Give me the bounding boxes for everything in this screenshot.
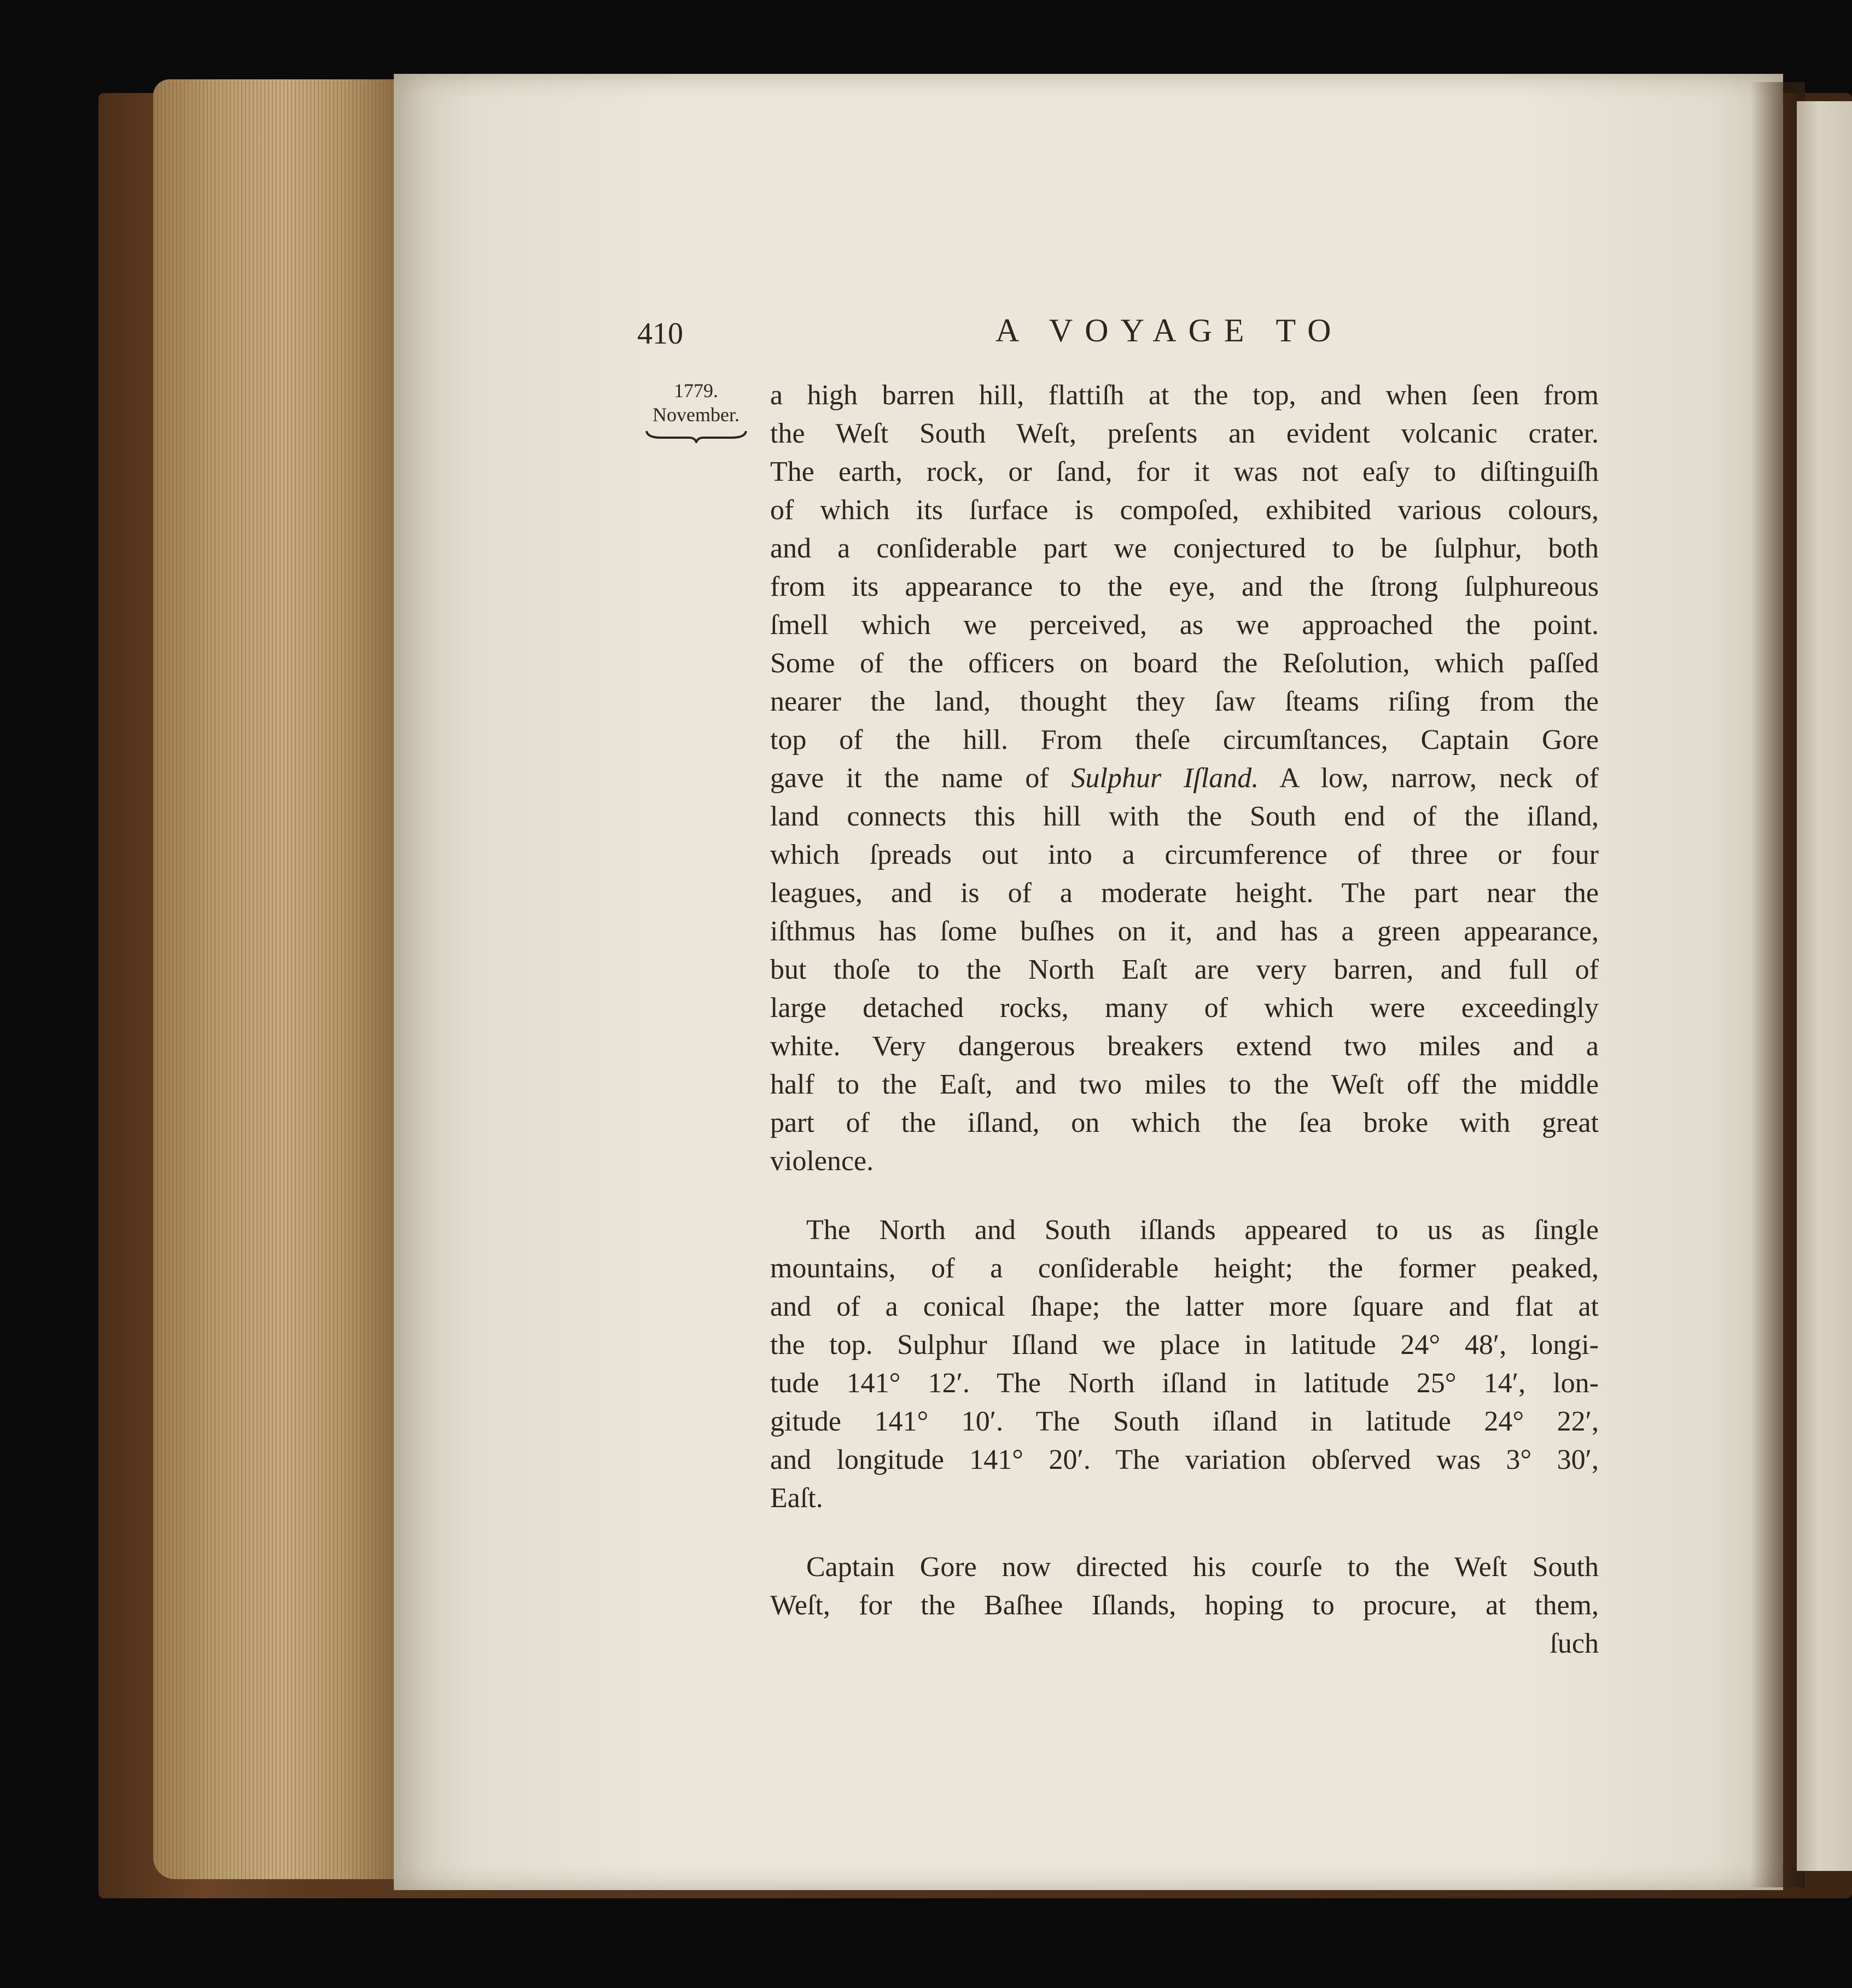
page-number: 410 <box>637 317 683 351</box>
text-line: and of a conical ſhape; the latter more ſquare and flat at <box>770 1291 1599 1322</box>
text-line: violence. <box>770 1146 874 1177</box>
text-line: and a conſiderable part we conjectured to be ſulphur, both <box>770 533 1599 564</box>
text-line: land connects this hill with the South end of the iſland, <box>770 801 1599 832</box>
text-line: large detached rocks, many of which were exceedingly <box>770 992 1599 1024</box>
page-edges <box>153 79 394 1879</box>
island-name: Sulphur Iſland. <box>1071 763 1259 794</box>
paragraph-gap <box>770 1181 1599 1211</box>
margin-brace-icon <box>644 429 748 443</box>
text-line: the top. Sulphur Iſland we place in latitude 24° 48′, longi- <box>770 1329 1599 1361</box>
text-line: of which its ſurface is compoſed, exhibited various colours, <box>770 495 1599 526</box>
text-line: white. Very dangerous breakers extend two miles and a <box>770 1031 1599 1062</box>
text-line: iſthmus has ſome buſhes on it, and has a green appearance, <box>770 916 1599 947</box>
text-line <box>770 759 1599 798</box>
text-line: tude 141° 12′. The North iſland in latitude 25° 14′, lon- <box>770 1368 1599 1399</box>
margin-note <box>640 379 752 443</box>
text-line: The earth, rock, or ſand, for it was not eaſy to diſtinguiſh <box>770 456 1599 487</box>
text-line: Eaſt. <box>770 1483 823 1514</box>
text-line: Captain Gore now directed his courſe to the Weſt South <box>806 1551 1599 1583</box>
text-line: ſmell which we perceived, as we approached the point. <box>770 609 1599 641</box>
text-line: and longitude 141° 20′. The variation obſerved was 3° 30′, <box>770 1444 1599 1475</box>
text-line: gitude 141° 10′. The South iſland in latitude 24° 22′, <box>770 1406 1599 1437</box>
text-line: The North and South iſlands appeared to us as ſingle <box>806 1214 1599 1246</box>
text-line: but thoſe to the North Eaſt are very barren, and full of <box>770 954 1599 985</box>
text-line: part of the iſland, on which the ſea broke with great <box>770 1107 1599 1138</box>
text-line: Weſt, for the Baſhee Iſlands, hoping to procure, at them, <box>770 1590 1599 1621</box>
margin-month: November. <box>653 404 739 426</box>
text-line: half to the Eaſt, and two miles to the Weſt off the middle <box>770 1069 1599 1100</box>
facing-page-edge <box>1797 101 1852 1871</box>
text-line: from its appearance to the eye, and the ſtrong ſulphureous <box>770 571 1599 602</box>
text-line: Some of the officers on board the Reſolution, which paſſed <box>770 648 1599 679</box>
margin-year: 1779. <box>674 380 718 402</box>
text-segment: gave it the name of <box>770 763 1071 794</box>
catchword: ſuch <box>1550 1628 1599 1659</box>
body-text <box>770 376 1599 1663</box>
text-line: which ſpreads out into a circumference of three or four <box>770 839 1599 870</box>
text-line: top of the hill. From theſe circumſtances, Captain Gore <box>770 724 1599 755</box>
text-line: a high barren hill, flattiſh at the top, and when ſeen from <box>770 380 1599 411</box>
text-segment: A low, narrow, neck of <box>1259 763 1599 794</box>
text-line: mountains, of a conſiderable height; the former peaked, <box>770 1253 1599 1284</box>
running-head: A VOYAGE TO <box>995 312 1343 348</box>
text-line: the Weſt South Weſt, preſents an evident volcanic crater. <box>770 418 1599 449</box>
paragraph-gap <box>770 1518 1599 1548</box>
text-line: nearer the land, thought they ſaw ſteams riſing from the <box>770 686 1599 717</box>
text-line: leagues, and is of a moderate height. The part near the <box>770 877 1599 909</box>
